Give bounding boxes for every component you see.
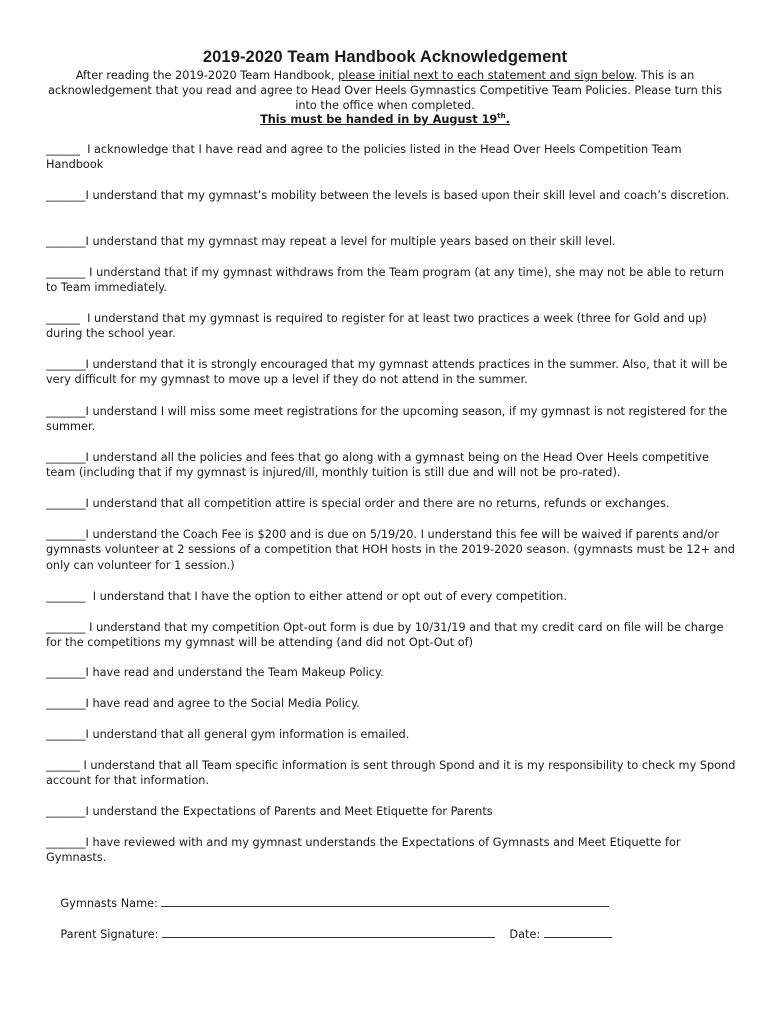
statement-text: I understand that all competition attire is special order and there are no returns, refunds or exchanges. bbox=[85, 497, 670, 510]
statement-item bbox=[46, 696, 736, 711]
statement-item bbox=[46, 804, 736, 819]
date-field[interactable] bbox=[544, 927, 612, 938]
initial-blank[interactable]: _______ bbox=[46, 621, 90, 634]
statement-item bbox=[46, 357, 736, 388]
parent-signature-row bbox=[46, 912, 612, 957]
statement-item bbox=[46, 527, 736, 573]
statement-item bbox=[46, 727, 736, 742]
document-title: 2019-2020 Team Handbook Acknowledgement bbox=[202, 48, 568, 66]
statement-text: I acknowledge that I have read and agree to the policies listed in the Head Over Heels Competition Team Handbook bbox=[46, 143, 682, 172]
statement-item bbox=[46, 404, 736, 435]
statement-item bbox=[46, 234, 736, 249]
deadline-superscript: th bbox=[497, 112, 506, 120]
statement-item bbox=[46, 835, 736, 866]
deadline-text: This must be handed in by August 19 bbox=[260, 112, 498, 126]
statement-item bbox=[46, 665, 736, 680]
parent-signature-label: Parent Signature: bbox=[60, 928, 163, 941]
statement-text: I have read and agree to the Social Media Policy. bbox=[85, 697, 360, 710]
intro-text-start: After reading the 2019-2020 Team Handbook, bbox=[75, 69, 339, 82]
parent-signature-field[interactable] bbox=[162, 927, 495, 938]
initial-blank[interactable]: _______ bbox=[46, 497, 86, 510]
statement-item bbox=[46, 188, 736, 203]
statement-text: I understand that my gymnast’s mobility between the levels is based upon their skill level and coach’s discretion. bbox=[85, 189, 730, 202]
initial-blank[interactable]: ______ bbox=[46, 759, 84, 772]
statement-text: I understand that my gymnast may repeat a level for multiple years based on their skill level. bbox=[85, 235, 616, 248]
initial-blank[interactable]: _______ bbox=[46, 666, 86, 679]
intro-paragraph bbox=[40, 68, 730, 114]
statement-text: I understand the Coach Fee is $200 and is due on 5/19/20. I understand this fee will be waived if parents and/or gymnasts volunteer at 2 sessions of a competition that HOH hosts in the 2019-2020 season. (gymnasts must be 12+ and only can volunteer for 1 session.) bbox=[46, 528, 735, 572]
statement-text: I understand that I have the option to either attend or opt out of every competition. bbox=[92, 590, 567, 603]
statement-item bbox=[46, 589, 736, 604]
statement-text: I understand that it is strongly encouraged that my gymnast attends practices in the summer. Also, that it will be very difficult for my gymnast to move up a level if they do not attend in the summer. bbox=[46, 358, 728, 387]
deadline-notice bbox=[0, 112, 770, 126]
initial-blank[interactable]: _______ bbox=[46, 405, 86, 418]
initial-blank[interactable]: ______ bbox=[46, 143, 88, 156]
initial-blank[interactable]: ______ bbox=[46, 312, 88, 325]
intro-text-end: . This is an acknowledgement that you read and agree to Head Over Heels Gymnastics Competitive Team Policies. Please turn this into the office when completed. bbox=[47, 69, 723, 113]
initial-blank[interactable]: _______ bbox=[46, 266, 90, 279]
statement-text: I understand that my gymnast is required to register for at least two practices a week (three for Gold and up) during the school year. bbox=[46, 312, 707, 341]
statement-text: I understand I will miss some meet registrations for the upcoming season, if my gymnast is not registered for the summer. bbox=[46, 405, 728, 434]
date-label: Date: bbox=[509, 928, 544, 941]
gymnast-name-field[interactable] bbox=[161, 896, 609, 907]
initial-blank[interactable]: _______ bbox=[46, 189, 86, 202]
statement-text: I understand that all general gym information is emailed. bbox=[85, 728, 410, 741]
statement-text: I understand the Expectations of Parents and Meet Etiquette for Parents bbox=[85, 805, 493, 818]
statement-item bbox=[46, 496, 736, 511]
statement-text: I understand that if my gymnast withdraws from the Team program (at any time), she may not be able to return to Team immediately. bbox=[46, 266, 725, 295]
statement-text: I have read and understand the Team Makeup Policy. bbox=[85, 666, 384, 679]
statement-text: I understand that all Team specific information is sent through Spond and it is my responsibility to check my Spond account for that information. bbox=[46, 759, 736, 788]
initial-blank[interactable]: _______ bbox=[46, 235, 86, 248]
initial-blank[interactable]: _______ bbox=[46, 697, 86, 710]
initial-blank[interactable]: _______ bbox=[46, 728, 86, 741]
initial-blank[interactable]: _______ bbox=[46, 358, 86, 371]
initial-blank[interactable]: _______ bbox=[46, 805, 86, 818]
statement-item bbox=[46, 620, 736, 651]
gymnast-name-label: Gymnasts Name: bbox=[60, 897, 162, 910]
deadline-end: . bbox=[505, 112, 510, 126]
statement-text: I have reviewed with and my gymnast understands the Expectations of Gymnasts and Meet Etiquette for Gymnasts. bbox=[46, 836, 681, 865]
initial-blank[interactable]: _______ bbox=[46, 528, 86, 541]
statement-text: I understand all the policies and fees that go along with a gymnast being on the Head Over Heels competitive team (including that if my gymnast is injured/ill, monthly tuition is still due and will not be pro-rated). bbox=[46, 451, 709, 480]
statement-item bbox=[46, 311, 736, 342]
intro-instruction: please initial next to each statement and sign below bbox=[338, 69, 634, 82]
statement-item bbox=[46, 265, 736, 296]
statement-item bbox=[46, 450, 736, 481]
initial-blank[interactable]: _______ bbox=[46, 590, 93, 603]
statement-text: I understand that my competition Opt-out form is due by 10/31/19 and that my credit card on file will be charge for the competitions my gymnast will be attending (and did not Opt-Out of) bbox=[46, 621, 724, 650]
statement-item bbox=[46, 142, 736, 173]
initial-blank[interactable]: _______ bbox=[46, 836, 86, 849]
statement-item bbox=[46, 758, 736, 789]
initial-blank[interactable]: _______ bbox=[46, 451, 86, 464]
